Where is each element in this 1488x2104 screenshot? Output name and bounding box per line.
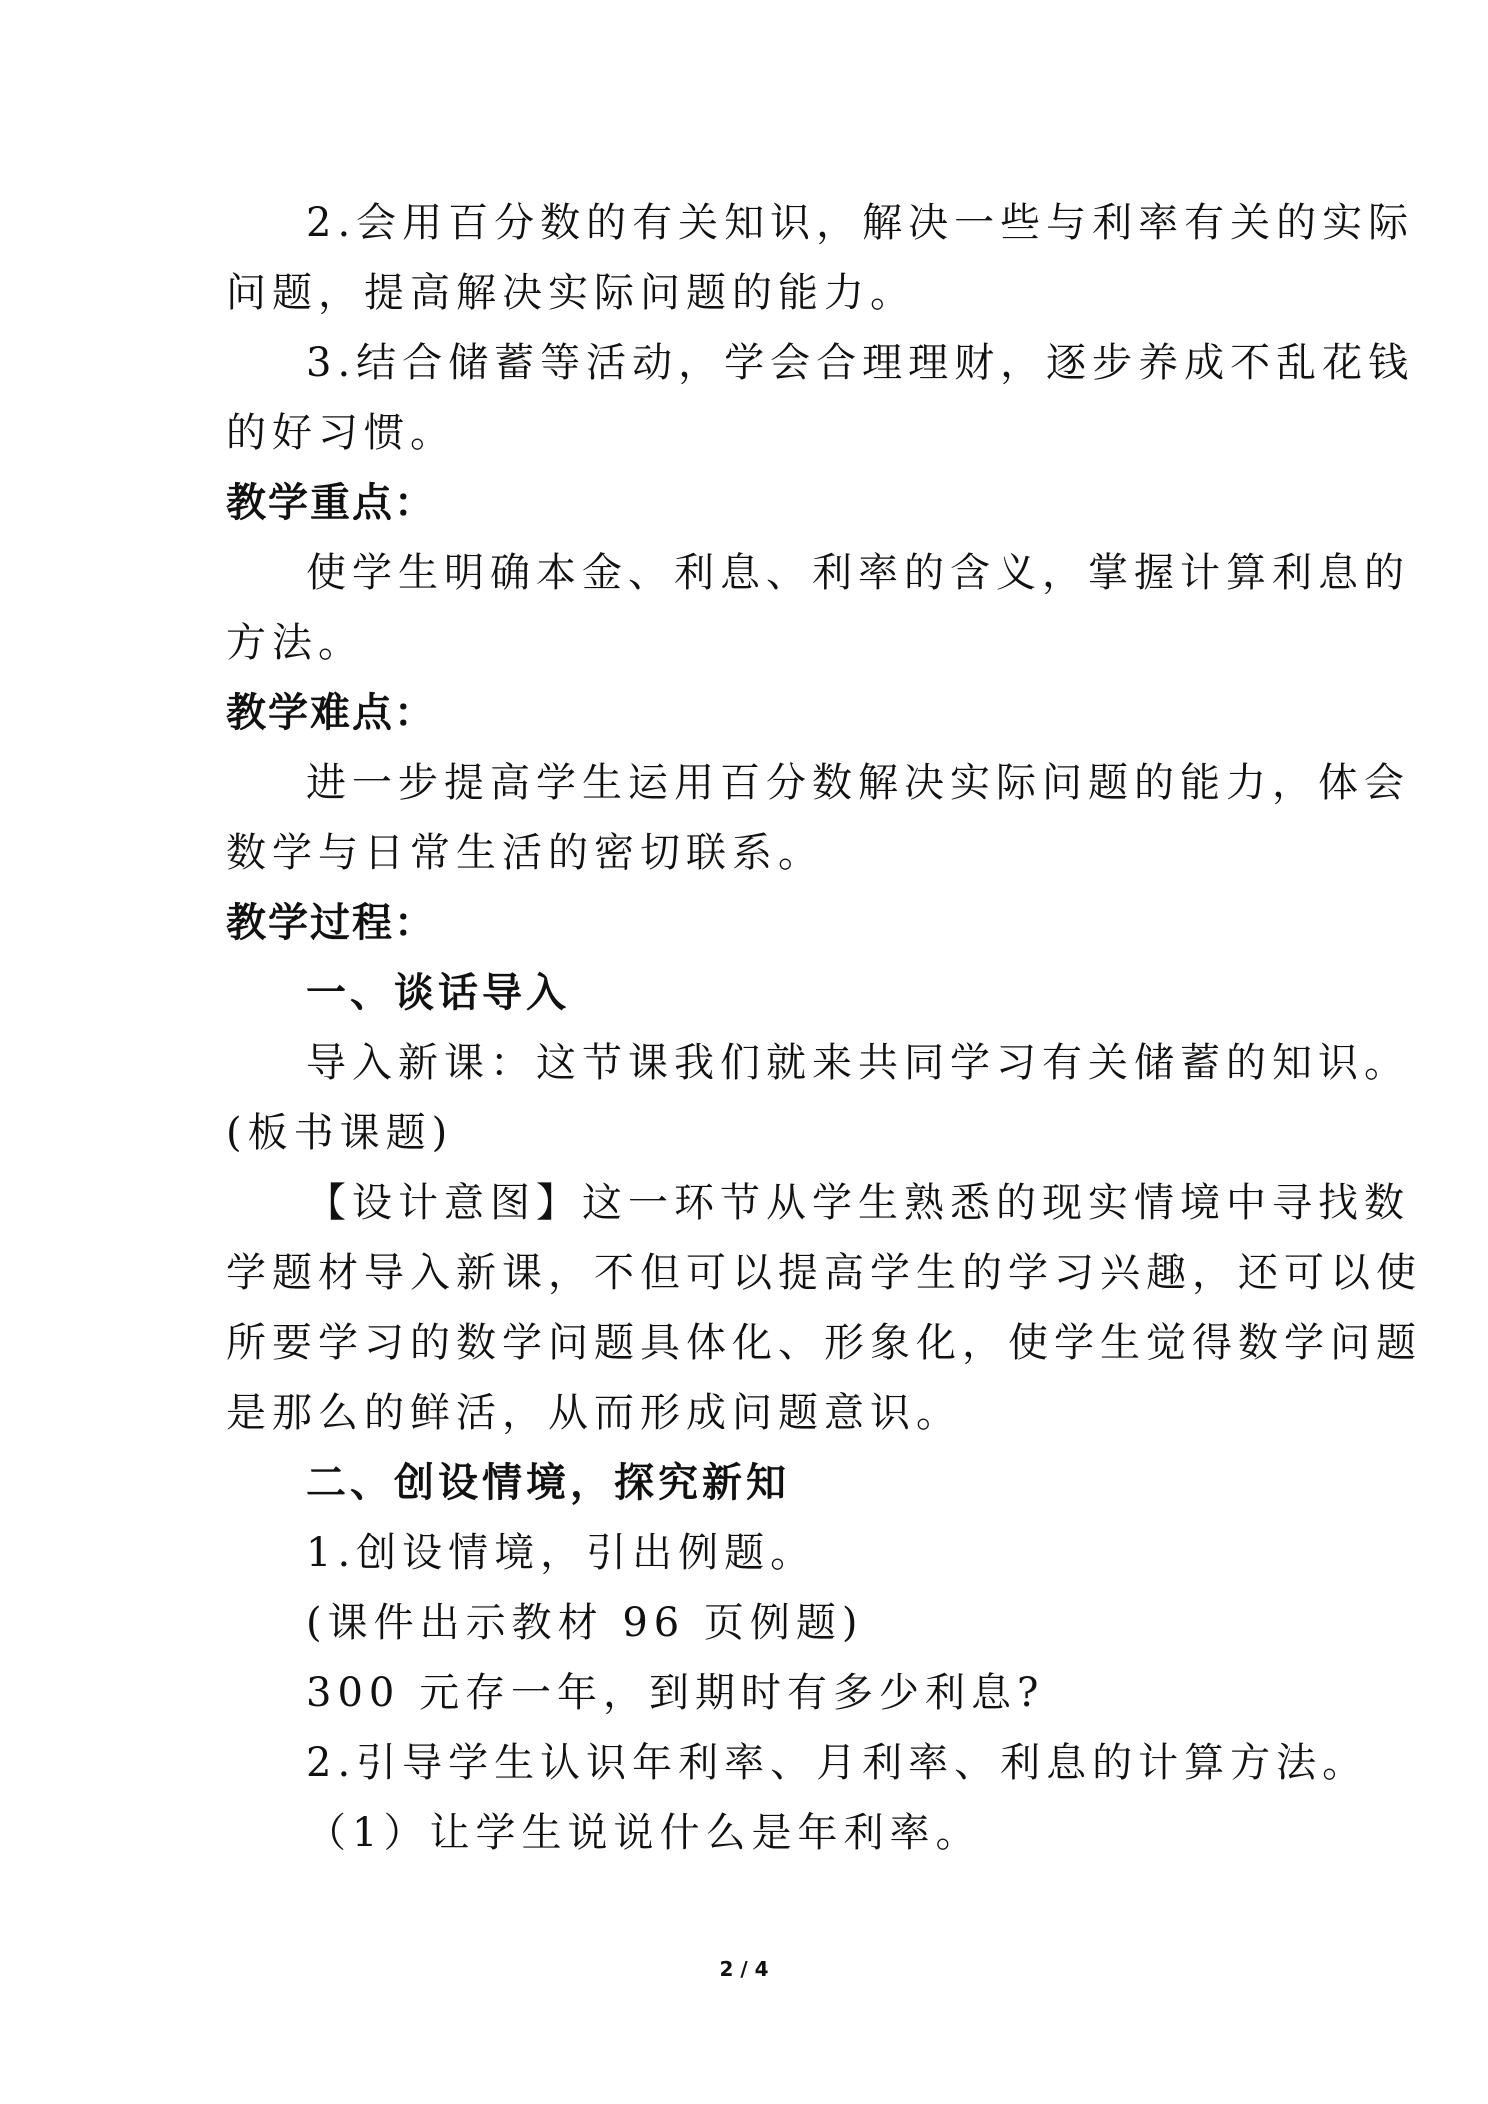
paragraph-line: 问题，提高解决实际问题的能力。 — [226, 270, 916, 316]
paragraph-line: 2.会用百分数的有关知识，解决一些与利率有关的实际 — [306, 200, 1415, 246]
paragraph-line: 2.引导学生认识年利率、月利率、利息的计算方法。 — [306, 1740, 1369, 1786]
paragraph-line: 学题材导入新课，不但可以提高学生的学习兴趣，还可以使 — [226, 1250, 1422, 1296]
paragraph-line: 导入新课：这节课我们就来共同学习有关储蓄的知识。 — [306, 1040, 1410, 1086]
page-number: 2 / 4 — [719, 1957, 769, 1981]
paragraph-line: 3.结合储蓄等活动，学会合理理财，逐步养成不乱花钱 — [306, 340, 1415, 386]
paragraph-line: 所要学习的数学问题具体化、形象化，使学生觉得数学问题 — [226, 1320, 1422, 1366]
paragraph-line: 方法。 — [226, 620, 364, 666]
section-heading: 教学难点： — [226, 690, 436, 736]
section-heading: 教学过程： — [226, 900, 436, 946]
paragraph-line: 使学生明确本金、利息、利率的含义，掌握计算利息的 — [306, 550, 1410, 596]
paragraph-line: 【设计意图】这一环节从学生熟悉的现实情境中寻找数 — [306, 1180, 1410, 1226]
paragraph-line: (板书课题) — [226, 1110, 454, 1156]
section-heading: 教学重点： — [226, 480, 436, 526]
document-body — [226, 188, 1422, 1868]
subsection-heading: 二、创设情境，探究新知 — [306, 1460, 790, 1506]
paragraph-line: 1.创设情境，引出例题。 — [306, 1530, 817, 1576]
subsection-heading: 一、谈话导入 — [306, 970, 570, 1016]
paragraph-line: 是那么的鲜活，从而形成问题意识。 — [226, 1390, 962, 1436]
paragraph-line: 数学与日常生活的密切联系。 — [226, 830, 824, 876]
paragraph-line: (课件出示教材 96 页例题) — [306, 1600, 864, 1646]
paragraph-line: （1）让学生说说什么是年利率。 — [306, 1810, 982, 1856]
paragraph-line: 的好习惯。 — [226, 410, 456, 456]
paragraph-line: 300 元存一年，到期时有多少利息? — [306, 1670, 1045, 1716]
paragraph-line: 进一步提高学生运用百分数解决实际问题的能力，体会 — [306, 760, 1410, 806]
